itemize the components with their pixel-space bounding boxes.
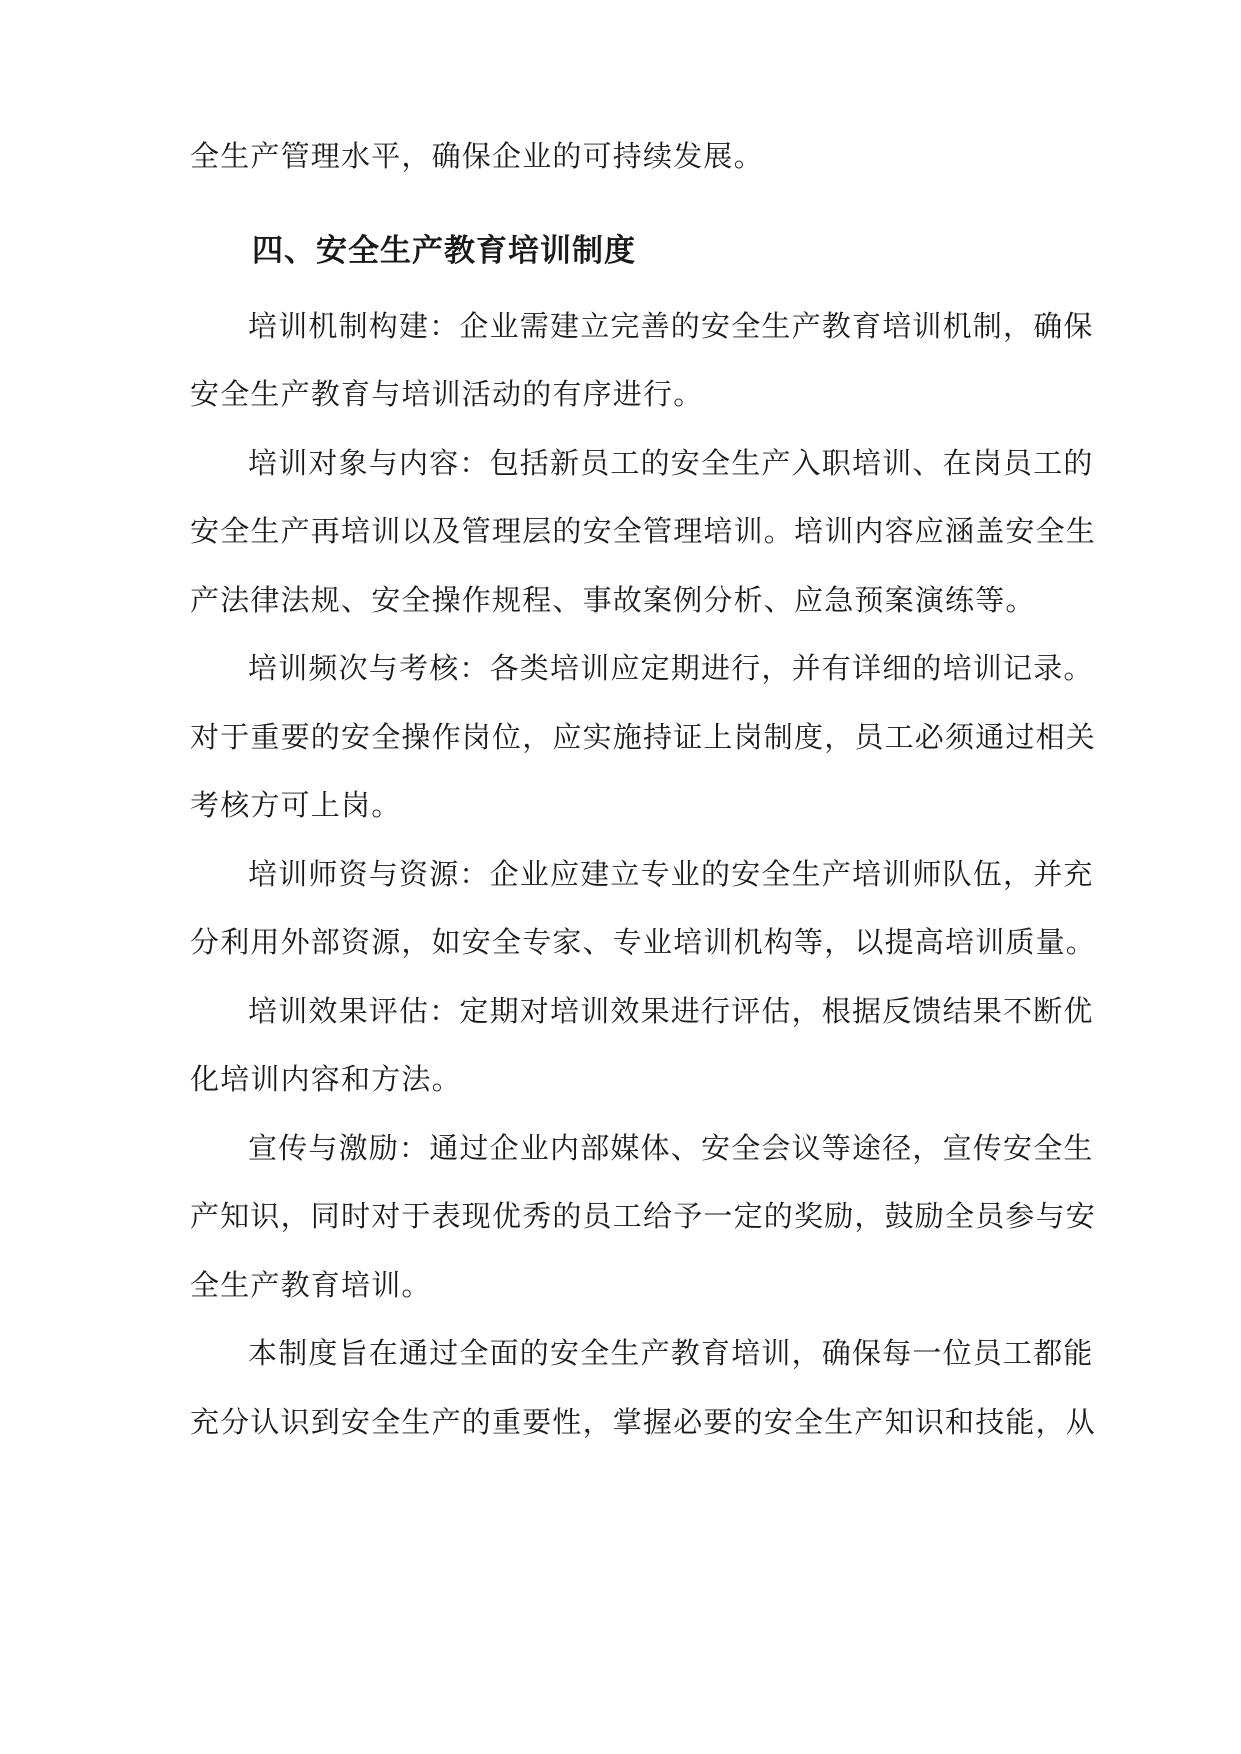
- paragraph-line: 宣传与激励：通过企业内部媒体、安全会议等途径，宣传安全生: [248, 1131, 1094, 1165]
- paragraph-line: 培训对象与内容：包括新员工的安全生产入职培训、在岗员工的: [248, 446, 1094, 480]
- paragraph-line: 安全生产再培训以及管理层的安全管理培训。培训内容应涵盖安全生: [190, 514, 1097, 548]
- paragraph-line: 全生产教育培训。: [190, 1268, 432, 1302]
- paragraph-line: 本制度旨在通过全面的安全生产教育培训，确保每一位员工都能: [248, 1336, 1094, 1370]
- paragraph-line: 培训机制构建：企业需建立完善的安全生产教育培训机制，确保: [248, 309, 1094, 343]
- paragraph-line: 充分认识到安全生产的重要性，掌握必要的安全生产知识和技能，从: [190, 1405, 1097, 1439]
- paragraph-line: 考核方可上岗。: [190, 788, 402, 822]
- paragraph-line: 培训效果评估：定期对培训效果进行评估，根据反馈结果不断优: [248, 994, 1094, 1028]
- paragraph-line: 分利用外部资源，如安全专家、专业培训机构等，以提高培训质量。: [190, 925, 1097, 959]
- paragraph-line: 培训师资与资源：企业应建立专业的安全生产培训师队伍，并充: [248, 857, 1094, 891]
- paragraph-line: 产知识，同时对于表现优秀的员工给予一定的奖励，鼓励全员参与安: [190, 1199, 1097, 1233]
- continuation-line: 全生产管理水平，确保企业的可持续发展。: [190, 139, 764, 173]
- paragraph-line: 对于重要的安全操作岗位，应实施持证上岗制度，员工必须通过相关: [190, 720, 1097, 754]
- section-heading: 四、安全生产教育培训制度: [252, 233, 636, 269]
- paragraph-line: 培训频次与考核：各类培训应定期进行，并有详细的培训记录。: [248, 651, 1094, 685]
- paragraph-line: 安全生产教育与培训活动的有序进行。: [190, 377, 704, 411]
- paragraph-line: 产法律法规、安全操作规程、事故案例分析、应急预案演练等。: [190, 583, 1036, 617]
- paragraph-line: 化培训内容和方法。: [190, 1062, 462, 1096]
